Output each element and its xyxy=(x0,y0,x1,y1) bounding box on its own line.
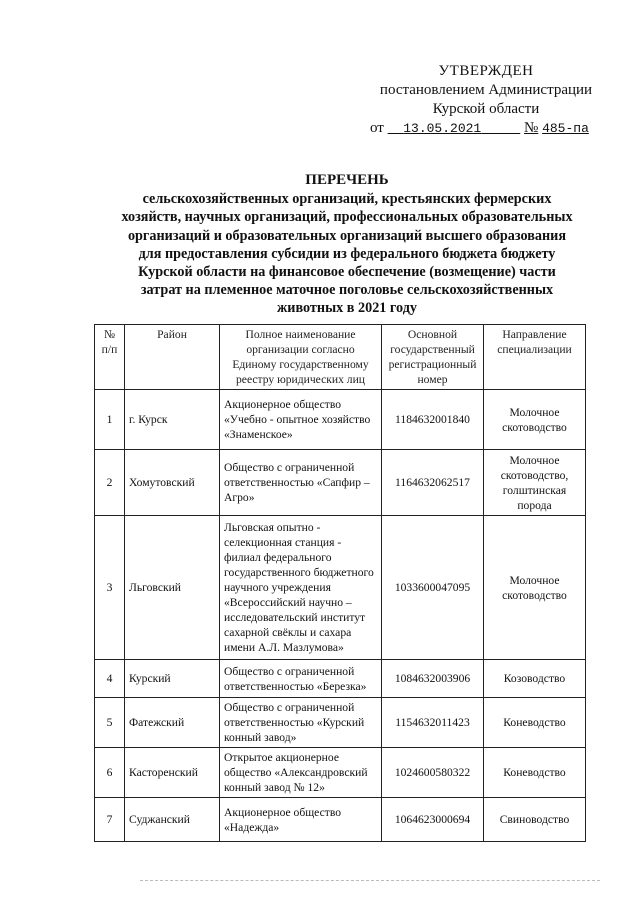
organizations-table xyxy=(94,324,586,842)
row-number: 7 xyxy=(95,798,125,842)
table-row xyxy=(95,798,586,842)
row-specialization: Козоводство xyxy=(484,660,586,698)
row-number: 6 xyxy=(95,748,125,798)
row-number: 4 xyxy=(95,660,125,698)
document-title xyxy=(96,171,598,318)
row-number: 5 xyxy=(95,698,125,748)
row-org-name: Общество с ограниченной ответственностью «Курский конный завод» xyxy=(220,698,382,748)
table-row xyxy=(95,450,586,516)
row-specialization: Коневодство xyxy=(484,698,586,748)
header-district: Район xyxy=(125,325,220,390)
row-district: Касторенский xyxy=(125,748,220,798)
row-district: Курский xyxy=(125,660,220,698)
title-line: сельскохозяйственных организаций, крестьянских фермерских xyxy=(142,191,552,208)
row-ogrn: 1154632011423 xyxy=(382,698,484,748)
row-district: Льговский xyxy=(125,516,220,660)
title-line: организаций и образовательных организаций высшего образования xyxy=(127,227,567,244)
row-org-name: Общество с ограниченной ответственностью «Березка» xyxy=(220,660,382,698)
row-district: г. Курск xyxy=(125,390,220,450)
header-number: № п/п xyxy=(95,325,125,390)
row-ogrn: 1084632003906 xyxy=(382,660,484,698)
approval-heading: УТВЕРЖДЕН xyxy=(438,63,534,79)
scan-artifact-line xyxy=(140,880,600,882)
header-specialization: Направление специализации xyxy=(484,325,586,390)
row-specialization: Молочное скотоводство, голштинская порода xyxy=(484,450,586,516)
row-specialization: Свиноводство xyxy=(484,798,586,842)
row-specialization: Коневодство xyxy=(484,748,586,798)
table-row xyxy=(95,516,586,660)
title-main: ПЕРЕЧЕНЬ xyxy=(305,172,389,188)
row-ogrn: 1064623000694 xyxy=(382,798,484,842)
row-org-name: Акционерное общество «Учебно - опытное хозяйство «Знаменское» xyxy=(220,390,382,450)
approval-date: 13.05.2021 xyxy=(403,121,482,136)
row-org-name: Льговская опытно - селекционная станция - филиал федерального государственного бюджетного научного учреждения «Всероссийский научно – исследовательский институт сахарной свёклы и сахара имени А.Л. Мазлумова» xyxy=(220,516,382,660)
row-district: Суджанский xyxy=(125,798,220,842)
approval-number: 485-па xyxy=(542,121,589,136)
title-line: затрат на племенное маточное поголовье сельскохозяйственных xyxy=(140,282,554,299)
date-prefix: от xyxy=(370,120,384,136)
number-prefix: № xyxy=(524,120,539,136)
table-row xyxy=(95,748,586,798)
title-line: Курской области на финансовое обеспечение (возмещение) части xyxy=(138,264,556,281)
table-row xyxy=(95,660,586,698)
approval-line-2: Курской области xyxy=(432,101,540,117)
title-line: для предоставления субсидии из федерального бюджета бюджету xyxy=(138,245,556,262)
row-district: Хомутовский xyxy=(125,450,220,516)
table-header-row xyxy=(95,325,586,390)
row-district: Фатежский xyxy=(125,698,220,748)
header-ogrn: Основной государственный регистрационный номер xyxy=(382,325,484,390)
row-specialization: Молочное скотоводство xyxy=(484,390,586,450)
row-org-name: Общество с ограниченной ответственностью «Сапфир – Агро» xyxy=(220,450,382,516)
title-line: хозяйств, научных организаций, профессиональных образовательных xyxy=(121,209,573,226)
header-org-name: Полное наименование организации согласно Единому государственному реестру юридических лиц xyxy=(220,325,382,390)
table-row xyxy=(95,698,586,748)
row-number: 1 xyxy=(95,390,125,450)
row-number: 3 xyxy=(95,516,125,660)
row-number: 2 xyxy=(95,450,125,516)
row-ogrn: 1024600580322 xyxy=(382,748,484,798)
approval-line-1: постановлением Администрации xyxy=(379,82,593,98)
table-row xyxy=(95,390,586,450)
approval-date-line xyxy=(366,119,606,138)
approval-stamp xyxy=(366,62,606,138)
title-line: животных в 2021 году xyxy=(277,300,417,317)
row-specialization: Молочное скотоводство xyxy=(484,516,586,660)
row-org-name: Акционерное общество «Надежда» xyxy=(220,798,382,842)
row-ogrn: 1164632062517 xyxy=(382,450,484,516)
row-ogrn: 1033600047095 xyxy=(382,516,484,660)
row-org-name: Открытое акционерное общество «Александровский конный завод № 12» xyxy=(220,748,382,798)
row-ogrn: 1184632001840 xyxy=(382,390,484,450)
